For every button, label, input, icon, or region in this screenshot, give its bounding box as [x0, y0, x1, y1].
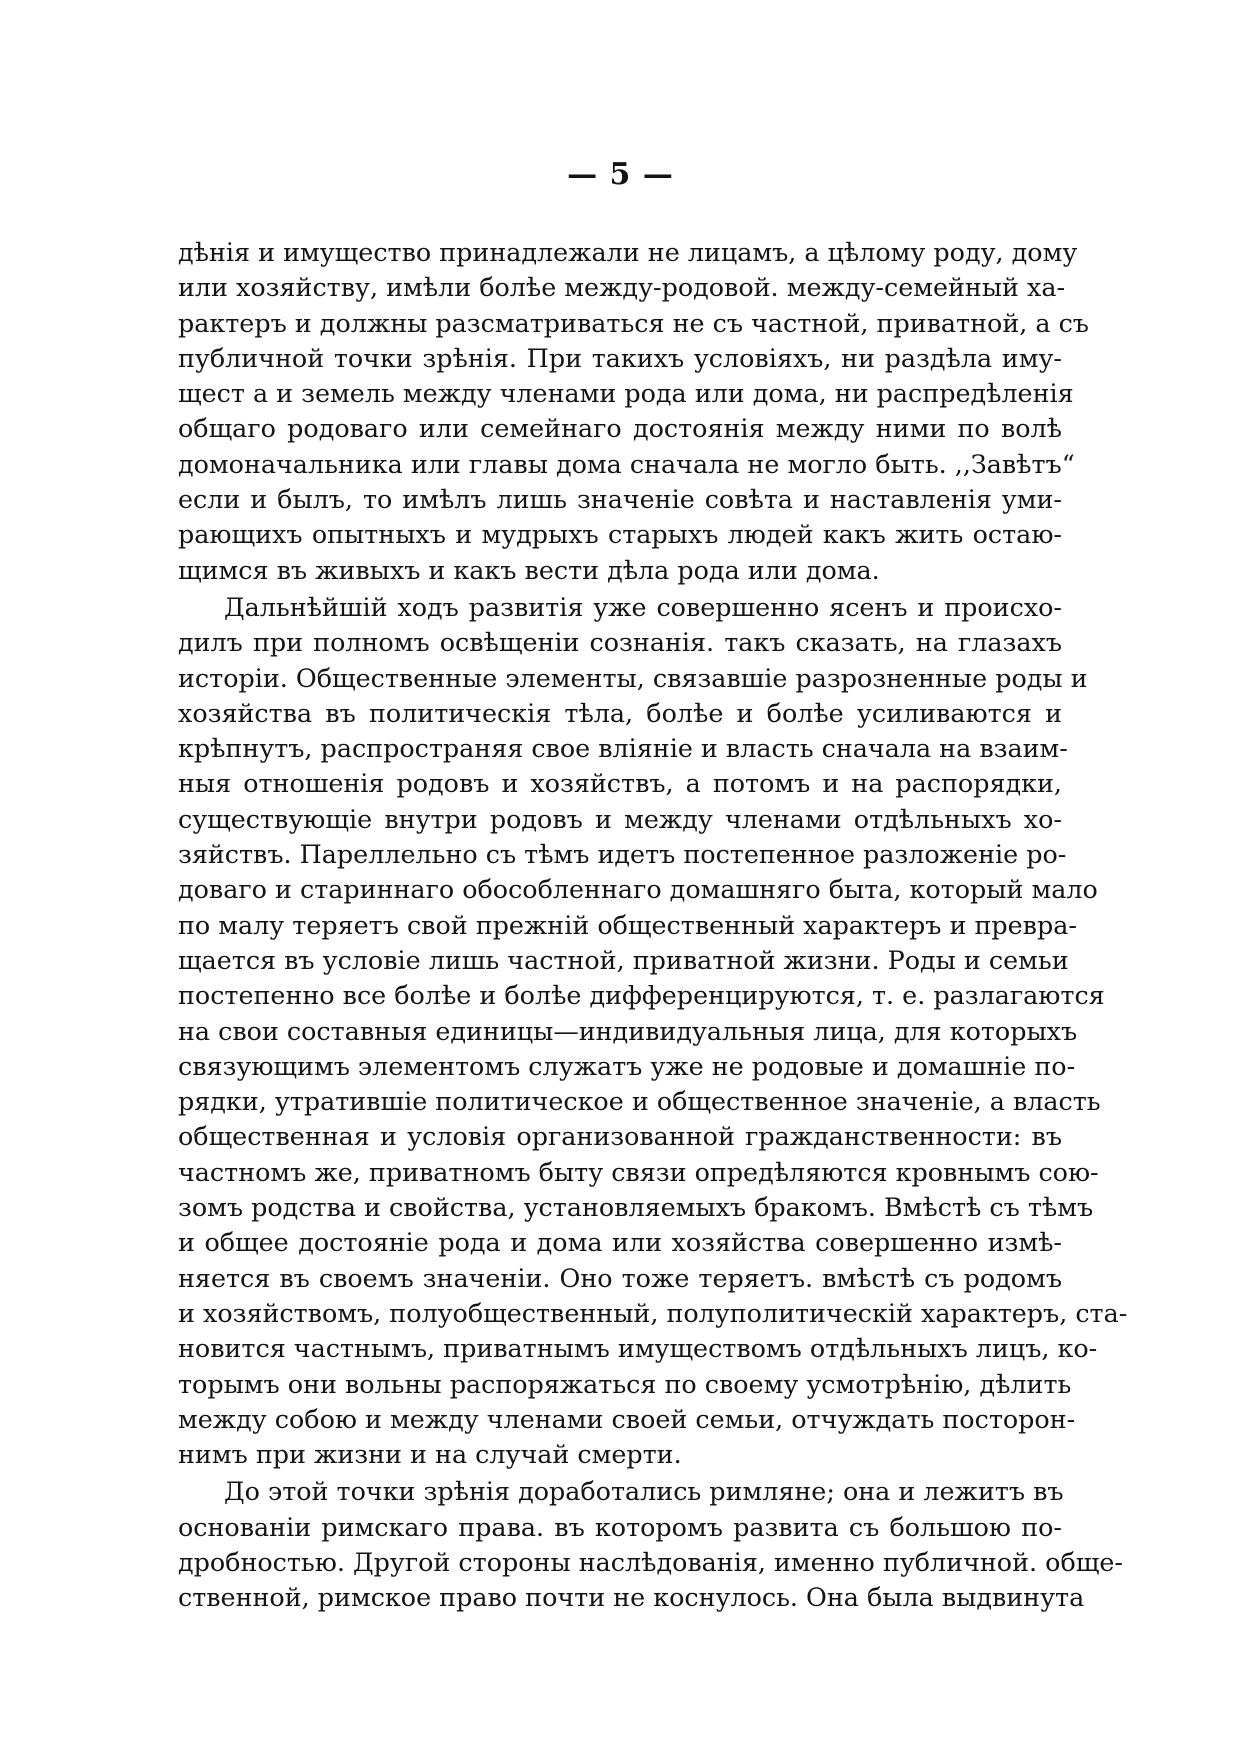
- text-line: частномъ же, приватномъ быту связи опредѣляются кровнымъ сою-: [178, 1156, 1099, 1187]
- text-line: исторіи. Общественные элементы, связавшіе разрозненные роды и: [178, 662, 1088, 693]
- text-line: рающихъ опытныхъ и мудрыхъ старыхъ людей какъ жить остаю-: [178, 519, 1062, 550]
- text-line: Дальнѣйшій ходъ развитія уже совершенно ясенъ и происхо-: [224, 591, 1062, 622]
- text-line: на свои составныя единицы—индивидуальныя лица, для которыхъ: [178, 1015, 1078, 1046]
- text-line: щается въ условіе лишь частной, приватной жизни. Роды и семьи: [178, 944, 1069, 975]
- text-line: щимся въ живыхъ и какъ вести дѣла рода или дома.: [178, 554, 880, 585]
- body-text: [178, 235, 1128, 1616]
- text-line: До этой точки зрѣнія доработались римляне; она и лежитъ въ: [224, 1476, 1064, 1507]
- text-line: ственной, римское право почти не коснулось. Она была выдвинута: [178, 1582, 1085, 1613]
- text-line: общаго родоваго или семейнаго достоянія между ними по волѣ: [178, 413, 1062, 444]
- text-line: общественная и условія организованной гражданственности: въ: [178, 1121, 1062, 1152]
- text-line: рактеръ и должны разсматриваться не съ частной, приватной, а съ: [178, 307, 1089, 338]
- text-line: зомъ родства и свойства, установляемыхъ бракомъ. Вмѣстѣ съ тѣмъ: [178, 1192, 1094, 1223]
- text-line: щест а и земель между членами рода или дома, ни распредѣленія: [178, 378, 1074, 409]
- text-line: по малу теряетъ свой прежній общественный характеръ и превра-: [178, 909, 1077, 940]
- text-line: и общее достояніе рода и дома или хозяйства совершенно измѣ-: [178, 1227, 1062, 1258]
- paragraph: [178, 590, 1128, 1472]
- page-number: — 5 —: [567, 157, 674, 192]
- text-line: зяйствъ. Пареллельно съ тѣмъ идетъ постепенное разложеніе ро-: [178, 839, 1067, 870]
- text-line: основаніи римскаго права. въ которомъ развита съ большою по-: [178, 1511, 1062, 1542]
- text-line: няется въ своемъ значеніи. Оно тоже теряетъ. вмѣстѣ съ родомъ: [178, 1262, 1062, 1293]
- paragraph: [178, 235, 1089, 588]
- text-line: публичной точки зрѣнія. При такихъ условіяхъ, ни раздѣла иму-: [178, 342, 1062, 373]
- text-line: или хозяйству, имѣли болѣе между-родовой. между-семейный ха-: [178, 272, 1066, 303]
- text-line: и хозяйствомъ, полуобщественный, полуполитическій характеръ, ста-: [178, 1297, 1128, 1328]
- text-line: торымъ они вольны распоряжаться по своему усмотрѣнію, дѣлить: [178, 1368, 1072, 1399]
- text-line: постепенно все болѣе и болѣе дифференцируются, т. е. разлагаются: [178, 980, 1105, 1011]
- text-line: дробностью. Другой стороны наслѣдованія, именно публичной. обще-: [178, 1546, 1123, 1577]
- paragraph: [178, 1474, 1123, 1615]
- text-line: крѣпнутъ, распространяя свое вліяніе и власть сначала на взаим-: [178, 733, 1068, 764]
- text-line: существующіе внутри родовъ и между членами отдѣльныхъ хо-: [178, 803, 1062, 834]
- text-line: новится частнымъ, приватнымъ имуществомъ отдѣльныхъ лицъ, ко-: [178, 1333, 1098, 1364]
- text-line: домоначальника или главы дома сначала не могло быть. ,,Завѣтъ“: [178, 448, 1075, 479]
- text-line: дилъ при полномъ освѣщеніи сознанія. такъ сказать, на глазахъ: [178, 627, 1062, 658]
- text-line: ныя отношенія родовъ и хозяйствъ, а потомъ и на распорядки,: [178, 768, 1062, 799]
- text-line: связующимъ элементомъ служатъ уже не родовые и домашніе по-: [178, 1050, 1076, 1081]
- text-line: хозяйства въ политическія тѣла, болѣе и болѣе усиливаются и: [178, 697, 1062, 728]
- text-line: если и былъ, то имѣлъ лишь значеніе совѣта и наставленія уми-: [178, 484, 1062, 515]
- text-line: дѣнія и имущество принадлежали не лицамъ, а цѣлому роду, дому: [178, 237, 1078, 267]
- text-line: между собою и между членами своей семьи, отчуждать посторон-: [178, 1403, 1076, 1434]
- text-line: рядки, утратившіе политическое и общественное значеніе, а власть: [178, 1086, 1101, 1117]
- text-line: доваго и стариннаго обособленнаго домашняго быта, который мало: [178, 874, 1098, 905]
- text-line: нимъ при жизни и на случай смерти.: [178, 1439, 682, 1470]
